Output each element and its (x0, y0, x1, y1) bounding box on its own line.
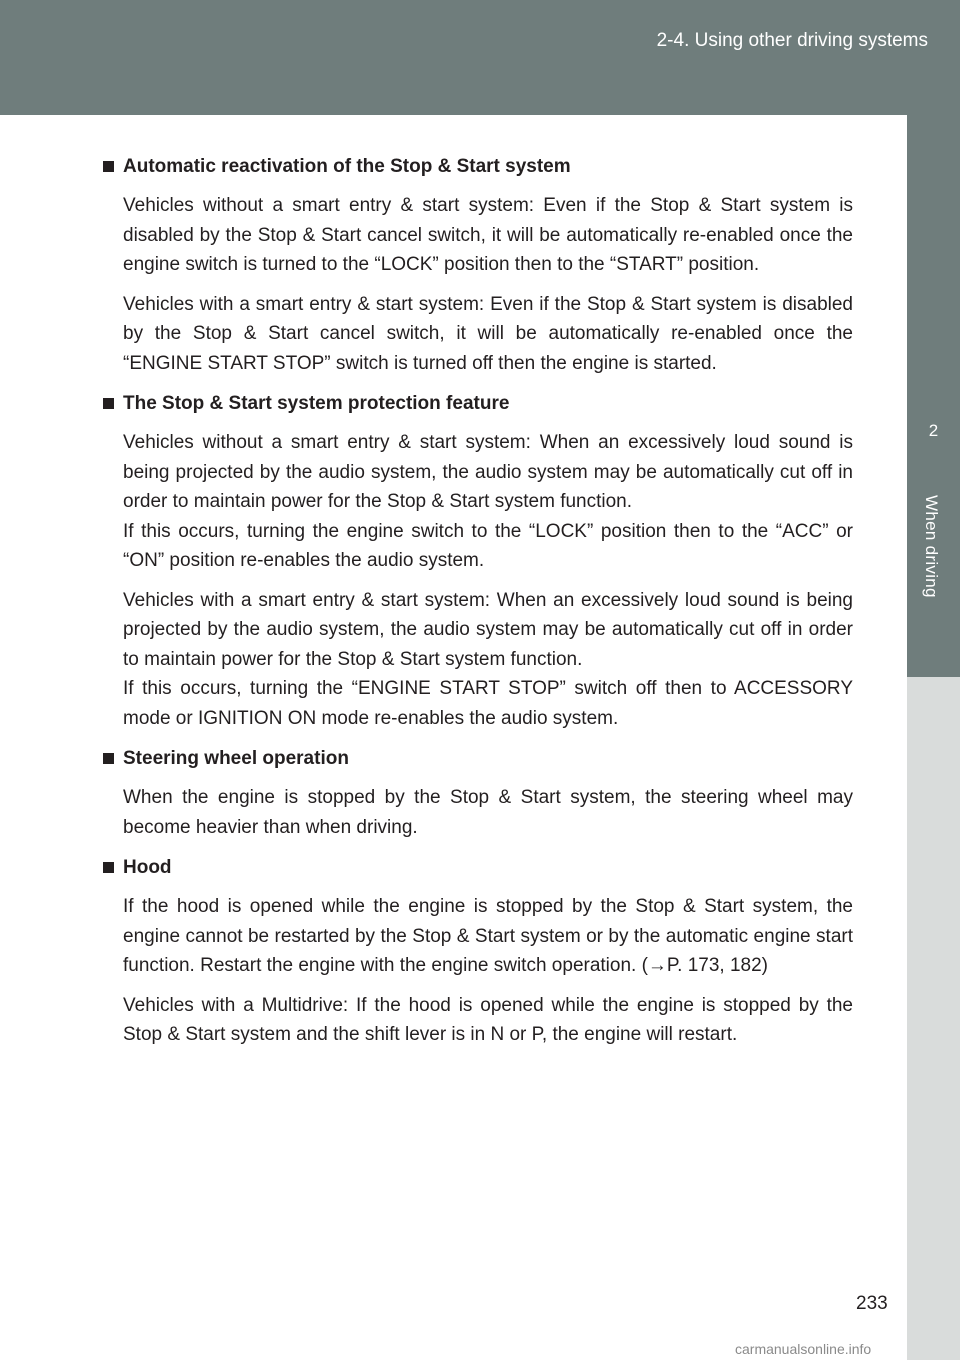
square-bullet-icon (103, 753, 114, 764)
section-heading: Steering wheel operation (103, 745, 853, 773)
side-tab-upper (907, 115, 960, 395)
square-bullet-icon (103, 161, 114, 172)
watermark: carmanualsonline.info (735, 1341, 872, 1357)
paragraph: Vehicles with a smart entry & start system: Even if the Stop & Start system is disabled by the Stop & Start cancel switch, it will be automatically re-enabled once the “ENGINE START STOP” switch is turned off then the engine is started. (123, 293, 853, 374)
paragraph: Vehicles without a smart entry & start system: Even if the Stop & Start system is disabled by the Stop & Start cancel switch, it will be automatically re-enabled once the engine switch is turned to the “LOCK” position then to the “START” position. (123, 195, 853, 275)
chapter-number: 2 (928, 421, 939, 440)
section-auto-reactivation (103, 153, 853, 378)
section-header: 2-4. Using other driving systems (656, 30, 928, 51)
paragraph: Vehicles with a smart entry & start system: When an excessively loud sound is being projected by the audio system, the audio system may be automatically cut off in order to maintain power for the Stop & Start system function. If this occurs, turning the “ENGINE START STOP” switch off then to ACCESSORY mode or IGNITION ON mode re-enables the audio system. (123, 589, 853, 729)
chapter-title: When driving (922, 495, 941, 598)
section-hood (103, 854, 853, 1050)
square-bullet-icon (103, 862, 114, 873)
paragraph: If the hood is opened while the engine is stopped by the Stop & Start system, the engine cannot be restarted by the Stop & Start system or by the automatic engine start function. Restart the engine with the engine switch operation. (→P. 173, 182) (123, 896, 853, 976)
paragraph: When the engine is stopped by the Stop & Start system, the steering wheel may become heavier than when driving. (123, 787, 853, 838)
square-bullet-icon (103, 398, 114, 409)
paragraph: Vehicles with a Multidrive: If the hood is opened while the engine is stopped by the Stop & Start system and the shift lever is in N or P, the engine will restart. (123, 994, 853, 1045)
header-band (0, 0, 960, 115)
side-tab-lower (907, 677, 960, 1360)
chapter-tab[interactable] (907, 395, 960, 677)
section-steering (103, 745, 853, 842)
page-content (103, 153, 853, 1062)
section-protection-feature (103, 390, 853, 733)
section-heading: The Stop & Start system protection feature (103, 390, 853, 418)
page-number: 233 (856, 1293, 888, 1314)
paragraph: Vehicles without a smart entry & start system: When an excessively loud sound is being projected by the audio system, the audio system may be automatically cut off in order to maintain power for the Stop & Start system function. If this occurs, turning the engine switch to the “LOCK” position then to the “ACC” or “ON” position re-enables the audio system. (123, 432, 853, 571)
section-heading: Hood (103, 854, 853, 882)
section-heading: Automatic reactivation of the Stop & Start system (103, 153, 853, 181)
